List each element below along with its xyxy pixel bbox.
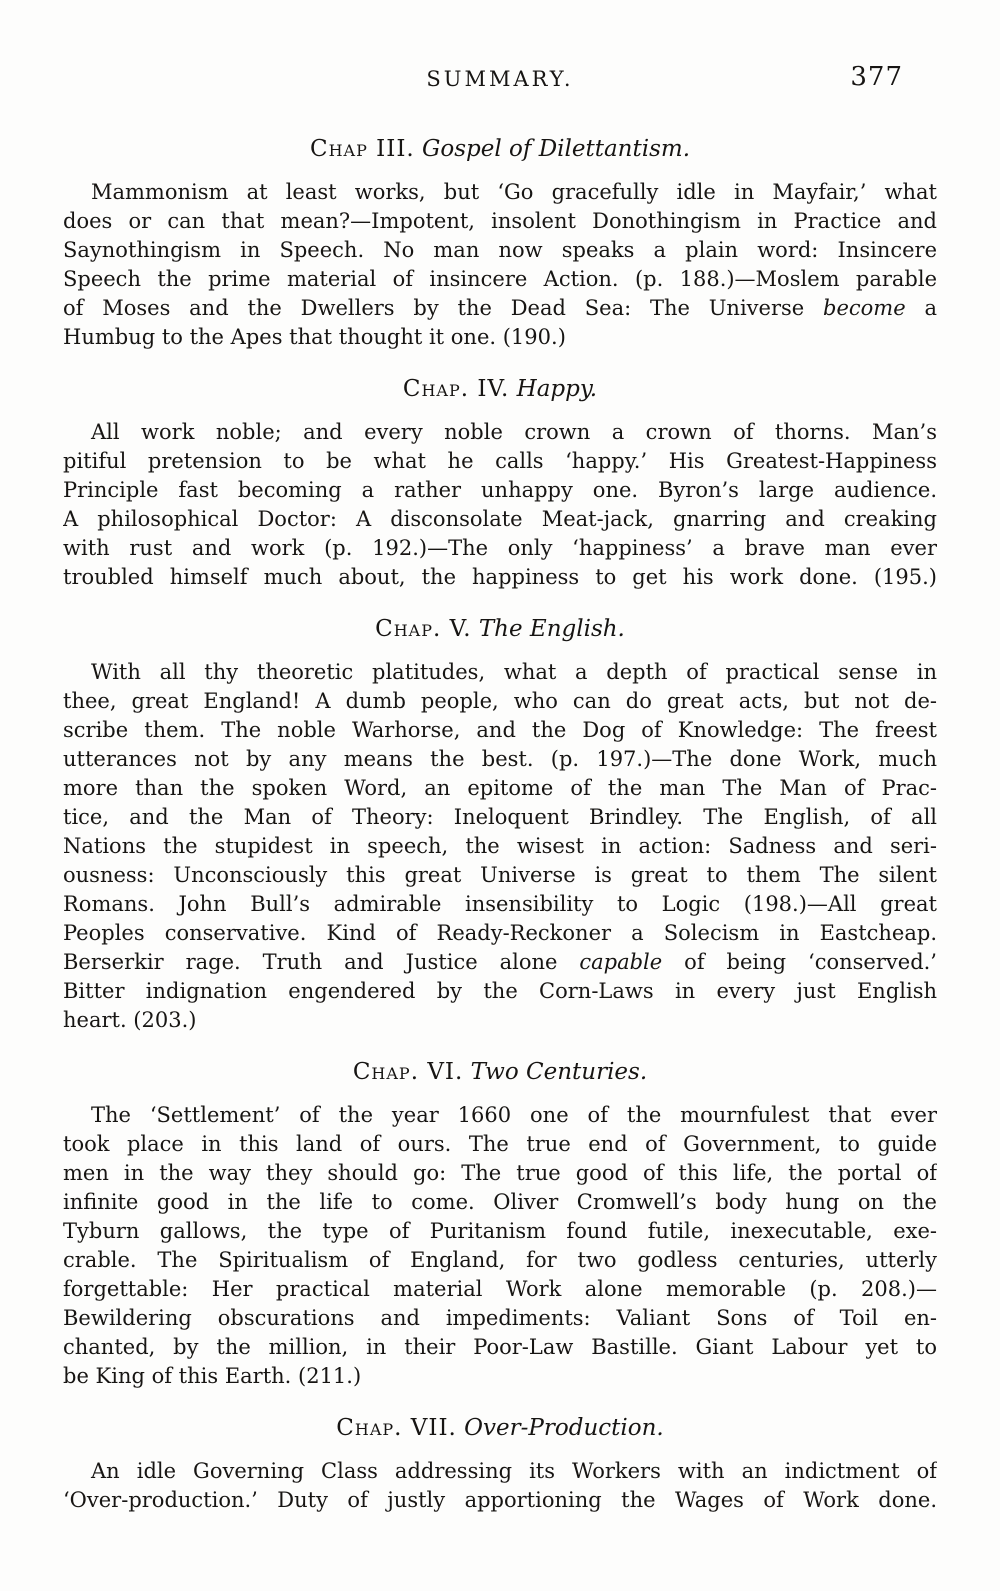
text-line: Bitter indignation engendered by the Corn-Laws in every just English <box>63 979 937 1003</box>
chapter-heading <box>63 1413 937 1443</box>
chapter-section <box>63 374 937 592</box>
chapter-title: Over-Production. <box>456 1415 664 1441</box>
text-line: infinite good in the life to come. Oliver Cromwell’s body hung on the <box>63 1190 937 1214</box>
text-line: An idle Governing Class addressing its Workers with an indictment of <box>91 1459 937 1483</box>
text-line: Berserkir rage. Truth and Justice alone capable of being ‘conserved.’ <box>63 950 937 974</box>
page-header <box>63 0 937 94</box>
chapter-title: The English. <box>471 616 625 642</box>
text-line: took place in this land of ours. The true end of Government, to guide <box>63 1132 937 1156</box>
text-line: does or can that mean?—Impotent, insolent Donothingism in Practice and <box>63 209 937 233</box>
text-line: thee, great England! A dumb people, who can do great acts, but not de- <box>63 689 937 713</box>
text-line: pitiful pretension to be what he calls ‘happy.’ His Greatest-Happiness <box>63 449 937 473</box>
chapter-title: Two Centuries. <box>463 1059 648 1085</box>
chapter-section <box>63 1057 937 1391</box>
chapter-label: Chap. VI. <box>352 1059 464 1085</box>
page-number: 377 <box>850 62 903 92</box>
text-line: Speech the prime material of insincere Action. (p. 188.)—Moslem parable <box>63 267 937 291</box>
text-line: chanted, by the million, in their Poor-Law Bastille. Giant Labour yet to <box>63 1335 937 1359</box>
text-line: With all thy theoretic platitudes, what a depth of practical sense in <box>91 660 937 684</box>
text-line: Mammonism at least works, but ‘Go gracefully idle in Mayfair,’ what <box>91 180 937 204</box>
italic-text: become <box>823 296 906 320</box>
text-line: All work noble; and every noble crown a crown of thorns. Man’s <box>91 420 937 444</box>
text-line: ‘Over-production.’ Duty of justly apportioning the Wages of Work done. <box>63 1488 937 1512</box>
text-line: tice, and the Man of Theory: Ineloquent Brindley. The English, of all <box>63 805 937 829</box>
text-line: Tyburn gallows, the type of Puritanism found futile, inexecutable, exe- <box>63 1219 937 1243</box>
page-body <box>63 134 937 1515</box>
chapter-heading <box>63 134 937 164</box>
text-line: Saynothingism in Speech. No man now speaks a plain word: Insincere <box>63 238 937 262</box>
chapter-section <box>63 614 937 1035</box>
chapter-title: Gospel of Dilettantism. <box>414 136 691 162</box>
text-line: utterances not by any means the best. (p. 197.)—The done Work, much <box>63 747 937 771</box>
text-line: heart. (203.) <box>63 1008 197 1032</box>
text-line: scribe them. The noble Warhorse, and the Dog of Knowledge: The freest <box>63 718 937 742</box>
chapter-label: Chap III. <box>309 136 415 162</box>
chapter-heading <box>63 1057 937 1087</box>
text-line: The ‘Settlement’ of the year 1660 one of the mournfulest that ever <box>91 1103 937 1127</box>
chapter-title: Happy. <box>509 376 598 402</box>
chapter-heading <box>63 374 937 404</box>
text-line: crable. The Spiritualism of England, for two godless centuries, utterly <box>63 1248 937 1272</box>
text-line: Peoples conservative. Kind of Ready-Reckoner a Solecism in Eastcheap. <box>63 921 937 945</box>
italic-text: capable <box>579 950 663 974</box>
text-line: more than the spoken Word, an epitome of the man The Man of Prac- <box>63 776 937 800</box>
text-line: men in the way they should go: The true good of this life, the portal of <box>63 1161 937 1185</box>
chapter-label: Chap. VII. <box>336 1415 457 1441</box>
chapter-label: Chap. IV. <box>402 376 510 402</box>
text-line: Nations the stupidest in speech, the wisest in action: Sadness and seri- <box>63 834 937 858</box>
text-line: Principle fast becoming a rather unhappy one. Byron’s large audience. <box>63 478 937 502</box>
text-line: forgettable: Her practical material Work alone memorable (p. 208.)— <box>63 1277 937 1301</box>
text-line: ousness: Unconsciously this great Universe is great to them The silent <box>63 863 937 887</box>
chapter-label: Chap. V. <box>375 616 472 642</box>
text-line: of Moses and the Dwellers by the Dead Sea: The Universe become a <box>63 296 937 320</box>
text-line: troubled himself much about, the happiness to get his work done. (195.) <box>63 565 937 589</box>
chapter-section <box>63 1413 937 1515</box>
chapter-section <box>63 134 937 352</box>
text-line: with rust and work (p. 192.)—The only ‘happiness’ a brave man ever <box>63 536 937 560</box>
text-line: Bewildering obscurations and impediments: Valiant Sons of Toil en- <box>63 1306 937 1330</box>
text-line: Romans. John Bull’s admirable insensibility to Logic (198.)—All great <box>63 892 937 916</box>
text-line: be King of this Earth. (211.) <box>63 1364 362 1388</box>
text-line: A philosophical Doctor: A disconsolate Meat-jack, gnarring and creaking <box>63 507 937 531</box>
text-line: Humbug to the Apes that thought it one. (190.) <box>63 325 566 349</box>
running-title: SUMMARY. <box>426 67 574 91</box>
chapter-heading <box>63 614 937 644</box>
